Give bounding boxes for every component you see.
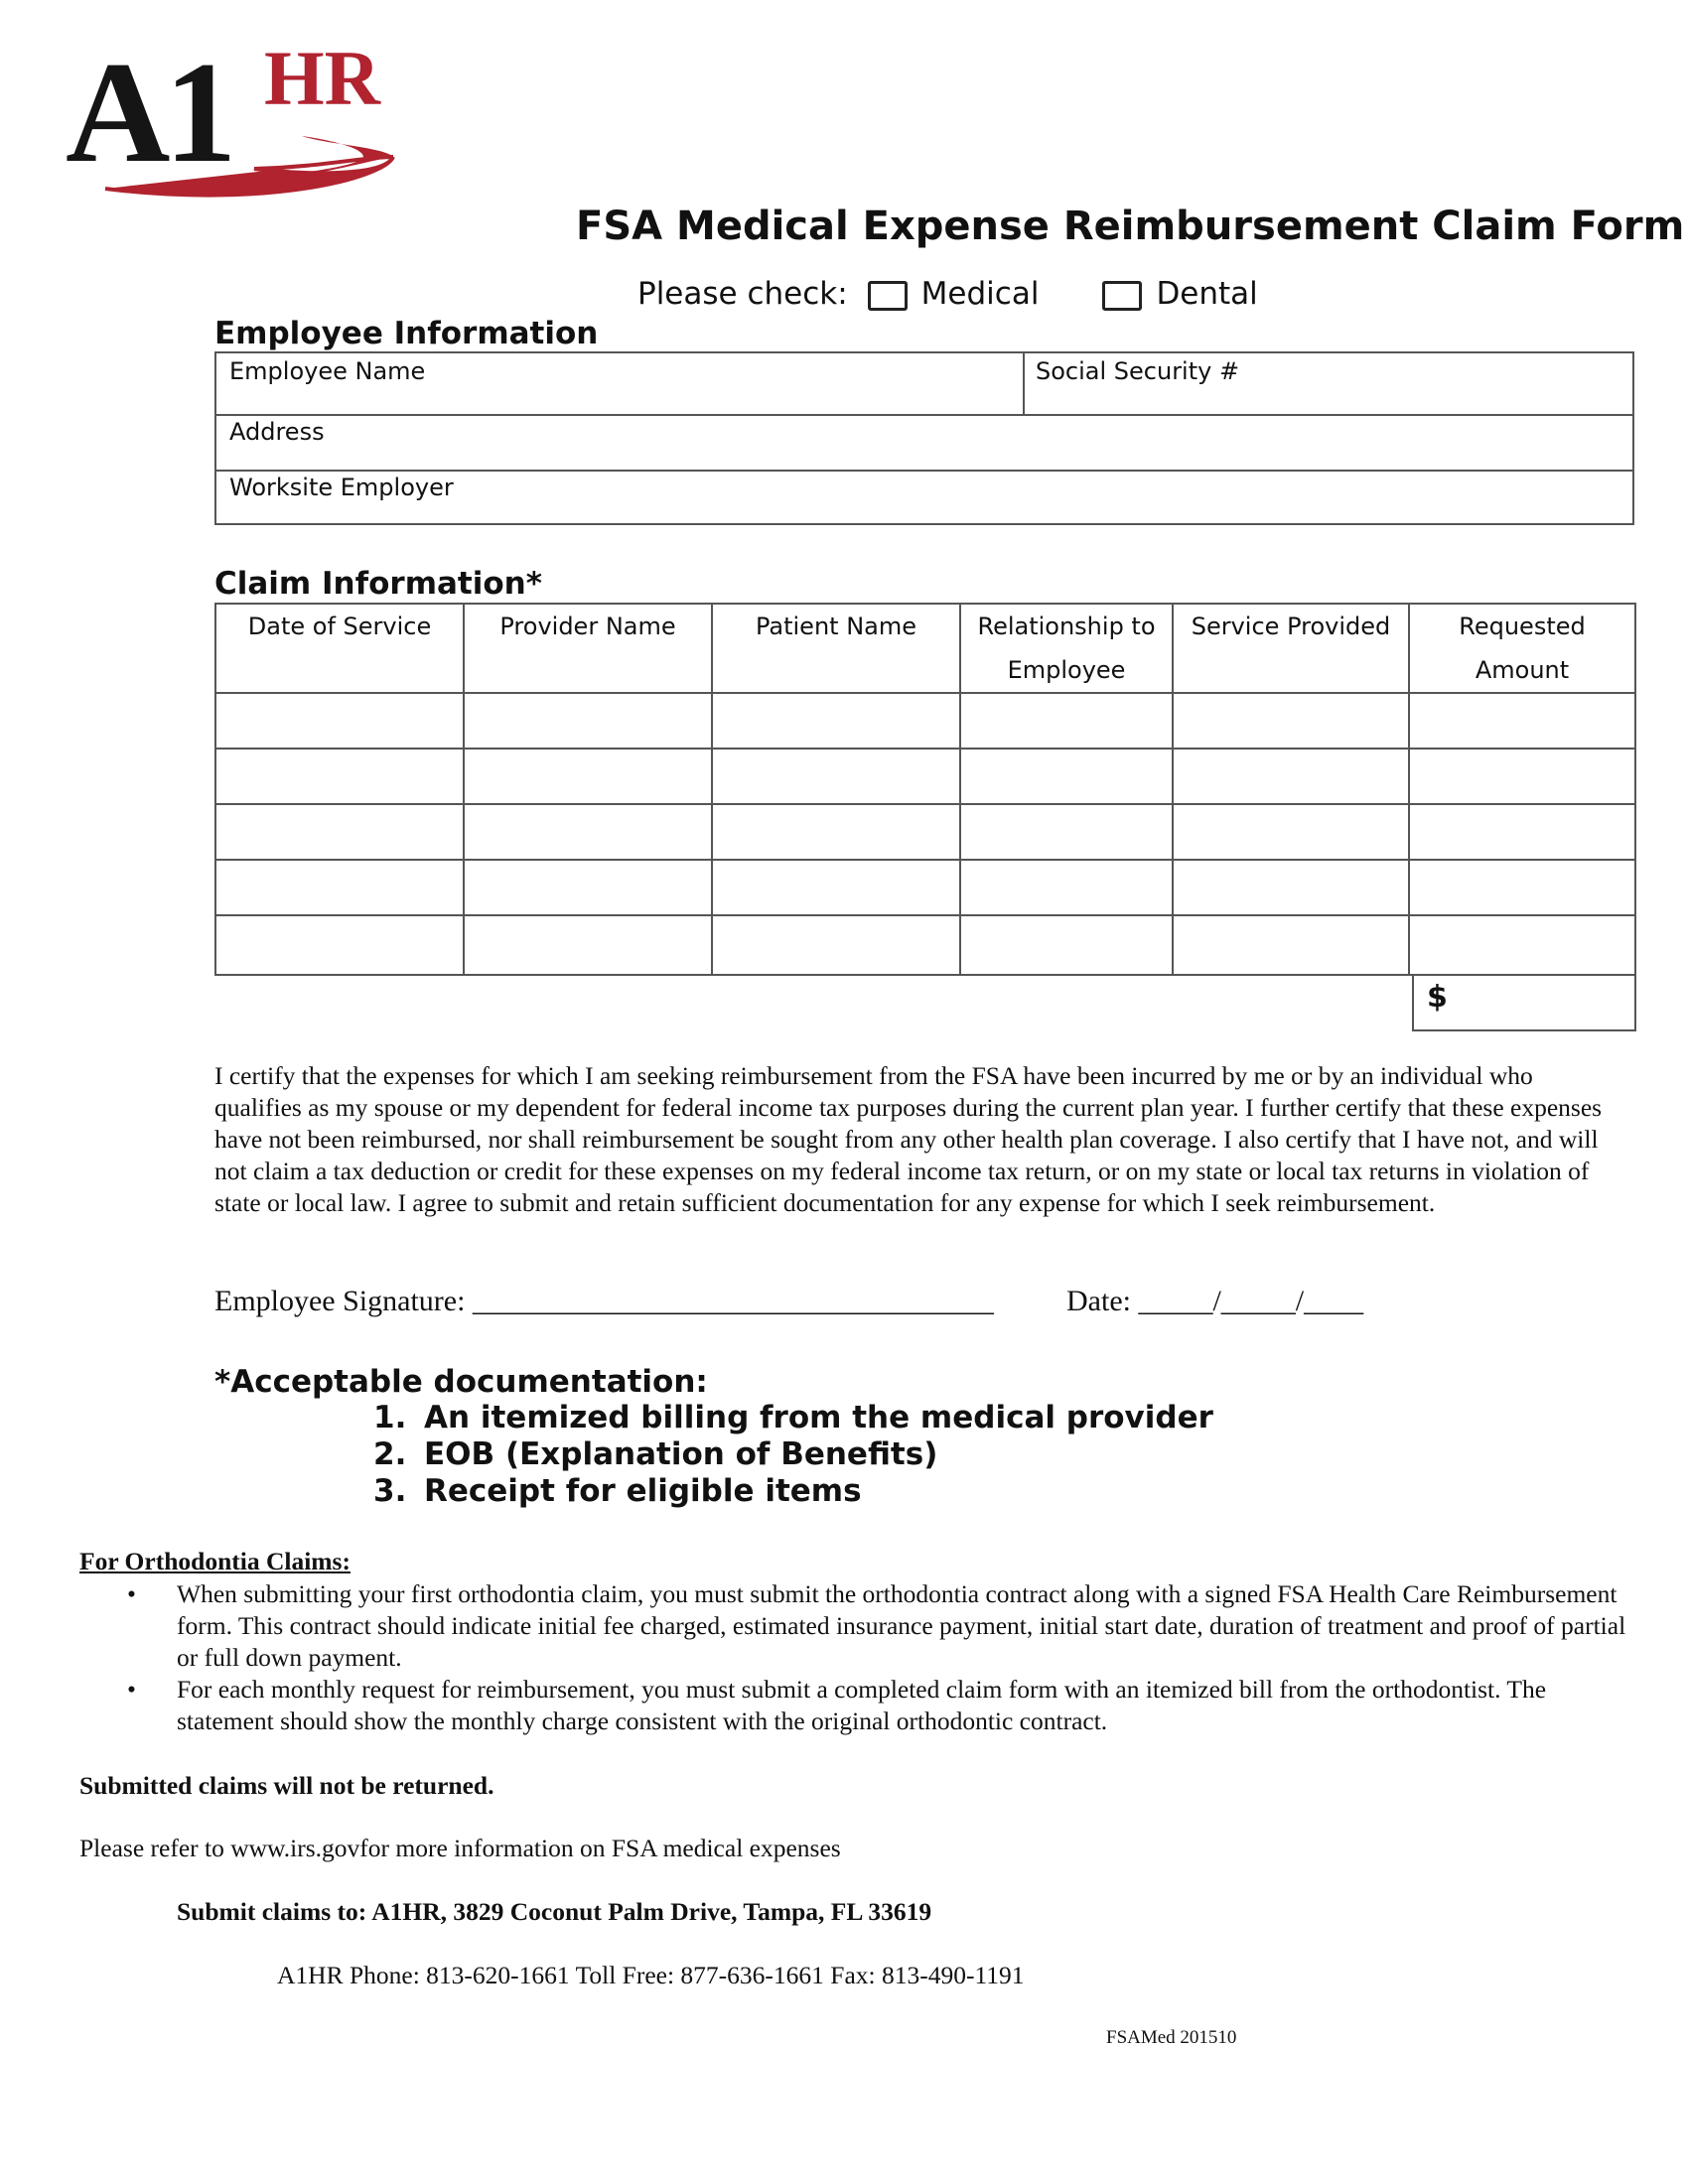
dental-checkbox[interactable] xyxy=(1102,281,1142,311)
signature-row xyxy=(214,1285,1364,1318)
logo-text-hr: HR xyxy=(264,35,380,121)
orthodontia-bullet-text: When submitting your first orthodontia claim, you must submit the orthodontia contract along with a signed FSA Health Care Reimbursement form. This contract should indicate initial fee charged, estimated insurance payment, initial start date, duration of treatment and proof of partial or full down payment. xyxy=(177,1579,1626,1672)
employee-name-label: Employee Name xyxy=(229,357,426,385)
claim-info-heading: Claim Information* xyxy=(214,566,542,602)
medical-option-label: Medical xyxy=(920,276,1040,312)
list-item: 2. EOB (Explanation of Benefits) xyxy=(373,1436,938,1472)
claim-cell[interactable] xyxy=(214,914,465,976)
claim-cell[interactable] xyxy=(214,692,465,750)
employee-name-field[interactable] xyxy=(216,353,1023,414)
claims-not-returned-note: Submitted claims will not be returned. xyxy=(79,1771,494,1800)
worksite-employer-label: Worksite Employer xyxy=(229,474,454,501)
documentation-heading: *Acceptable documentation: xyxy=(214,1364,708,1400)
claim-cell[interactable] xyxy=(1408,859,1636,916)
claim-cell[interactable] xyxy=(1172,914,1410,976)
certification-statement: I certify that the expenses for which I am seeking reimbursement from the FSA have been incurred by me or by an individual who qualifies as my spouse or my dependent for federal income tax purposes during the current plan year. I further certify that these expenses have not been reimbursed, nor shall reimbursement be sought from any other health plan coverage. I also certify that I have not, and will not claim a tax deduction or credit for these expenses on my federal income tax return, or on my state or local tax returns in violation of state or local law. I agree to submit and retain sufficient documentation for any expense for which I seek reimbursement. xyxy=(214,1061,1603,1217)
orthodontia-heading: For Orthodontia Claims: xyxy=(79,1547,351,1575)
please-check-label: Please check: xyxy=(637,276,848,312)
contact-phone-line: A1HR Phone: 813-620-1661 Toll Free: 877-636-1661 Fax: 813-490-1191 xyxy=(277,1961,1025,1989)
employee-info-heading: Employee Information xyxy=(214,316,599,351)
column-header-service-provided: Service Provided xyxy=(1172,603,1410,694)
list-item xyxy=(79,1578,1628,1674)
column-header-requested-amount: Requested Amount xyxy=(1408,603,1636,694)
bullet-icon: • xyxy=(127,1579,136,1608)
claim-cell[interactable] xyxy=(711,803,961,861)
claim-cell[interactable] xyxy=(1408,748,1636,805)
claim-cell[interactable] xyxy=(711,859,961,916)
employee-signature-field[interactable]: Employee Signature: ___________________________________ xyxy=(214,1285,994,1317)
claim-info-table xyxy=(214,603,1636,975)
claim-cell[interactable] xyxy=(1172,803,1410,861)
total-amount-field[interactable] xyxy=(1412,974,1636,1031)
orthodontia-bullet-text: For each monthly request for reimbursement, you must submit a completed claim form with an itemized bill from the orthodontist. The statement should show the monthly charge consistent with the original orthodontic contract. xyxy=(177,1675,1547,1735)
claim-cell[interactable] xyxy=(463,859,713,916)
bullet-icon: • xyxy=(127,1675,136,1704)
claim-cell[interactable] xyxy=(711,692,961,750)
submit-claims-address: Submit claims to: A1HR, 3829 Coconut Palm Drive, Tampa, FL 33619 xyxy=(177,1897,932,1926)
a1hr-logo xyxy=(66,32,403,199)
address-label: Address xyxy=(229,418,325,446)
irs-reference-note: Please refer to www.irs.govfor more information on FSA medical expenses xyxy=(79,1834,841,1862)
logo-swoosh-icon xyxy=(66,32,403,199)
claim-cell[interactable] xyxy=(463,748,713,805)
documentation-item: An itemized billing from the medical provider xyxy=(424,1400,1213,1435)
claim-cell[interactable] xyxy=(214,859,465,916)
claim-cell[interactable] xyxy=(463,803,713,861)
list-item: 1. An itemized billing from the medical provider xyxy=(373,1400,1213,1435)
claim-cell[interactable] xyxy=(959,914,1174,976)
form-title: FSA Medical Expense Reimbursement Claim Form xyxy=(576,204,1685,249)
dental-option-label: Dental xyxy=(1156,276,1258,312)
employee-info-table xyxy=(214,351,1634,525)
please-check-row xyxy=(637,276,1258,312)
claim-cell[interactable] xyxy=(711,748,961,805)
documentation-list xyxy=(373,1400,1213,1510)
address-field[interactable] xyxy=(216,414,1632,470)
form-code: FSAMed 201510 xyxy=(1106,2027,1237,2048)
claim-cell[interactable] xyxy=(959,748,1174,805)
claim-cell[interactable] xyxy=(1408,914,1636,976)
column-header-relationship: Relationship to Employee xyxy=(959,603,1174,694)
claim-cell[interactable] xyxy=(1408,692,1636,750)
claim-cell[interactable] xyxy=(959,859,1174,916)
ssn-label: Social Security # xyxy=(1036,357,1240,385)
logo-text-a1: A1 xyxy=(66,32,231,193)
claim-cell[interactable] xyxy=(1172,692,1410,750)
signature-date-field[interactable]: Date: _____/_____/____ xyxy=(1066,1285,1364,1317)
claim-cell[interactable] xyxy=(711,914,961,976)
documentation-item: Receipt for eligible items xyxy=(424,1473,862,1509)
worksite-employer-field[interactable] xyxy=(216,470,1632,523)
medical-checkbox[interactable] xyxy=(868,281,908,311)
column-header-provider-name: Provider Name xyxy=(463,603,713,694)
claim-cell[interactable] xyxy=(463,692,713,750)
dollar-sign: $ xyxy=(1427,980,1448,1015)
claim-cell[interactable] xyxy=(214,748,465,805)
ssn-field[interactable] xyxy=(1023,353,1632,414)
claim-cell[interactable] xyxy=(959,692,1174,750)
column-header-date-of-service: Date of Service xyxy=(214,603,465,694)
orthodontia-list xyxy=(79,1578,1628,1737)
claim-cell[interactable] xyxy=(959,803,1174,861)
claim-cell[interactable] xyxy=(463,914,713,976)
list-item xyxy=(79,1674,1628,1737)
claim-cell[interactable] xyxy=(1172,859,1410,916)
claim-cell[interactable] xyxy=(214,803,465,861)
claim-cell[interactable] xyxy=(1172,748,1410,805)
documentation-item: EOB (Explanation of Benefits) xyxy=(424,1436,938,1472)
claim-cell[interactable] xyxy=(1408,803,1636,861)
column-header-patient-name: Patient Name xyxy=(711,603,961,694)
list-item: 3. Receipt for eligible items xyxy=(373,1473,862,1509)
